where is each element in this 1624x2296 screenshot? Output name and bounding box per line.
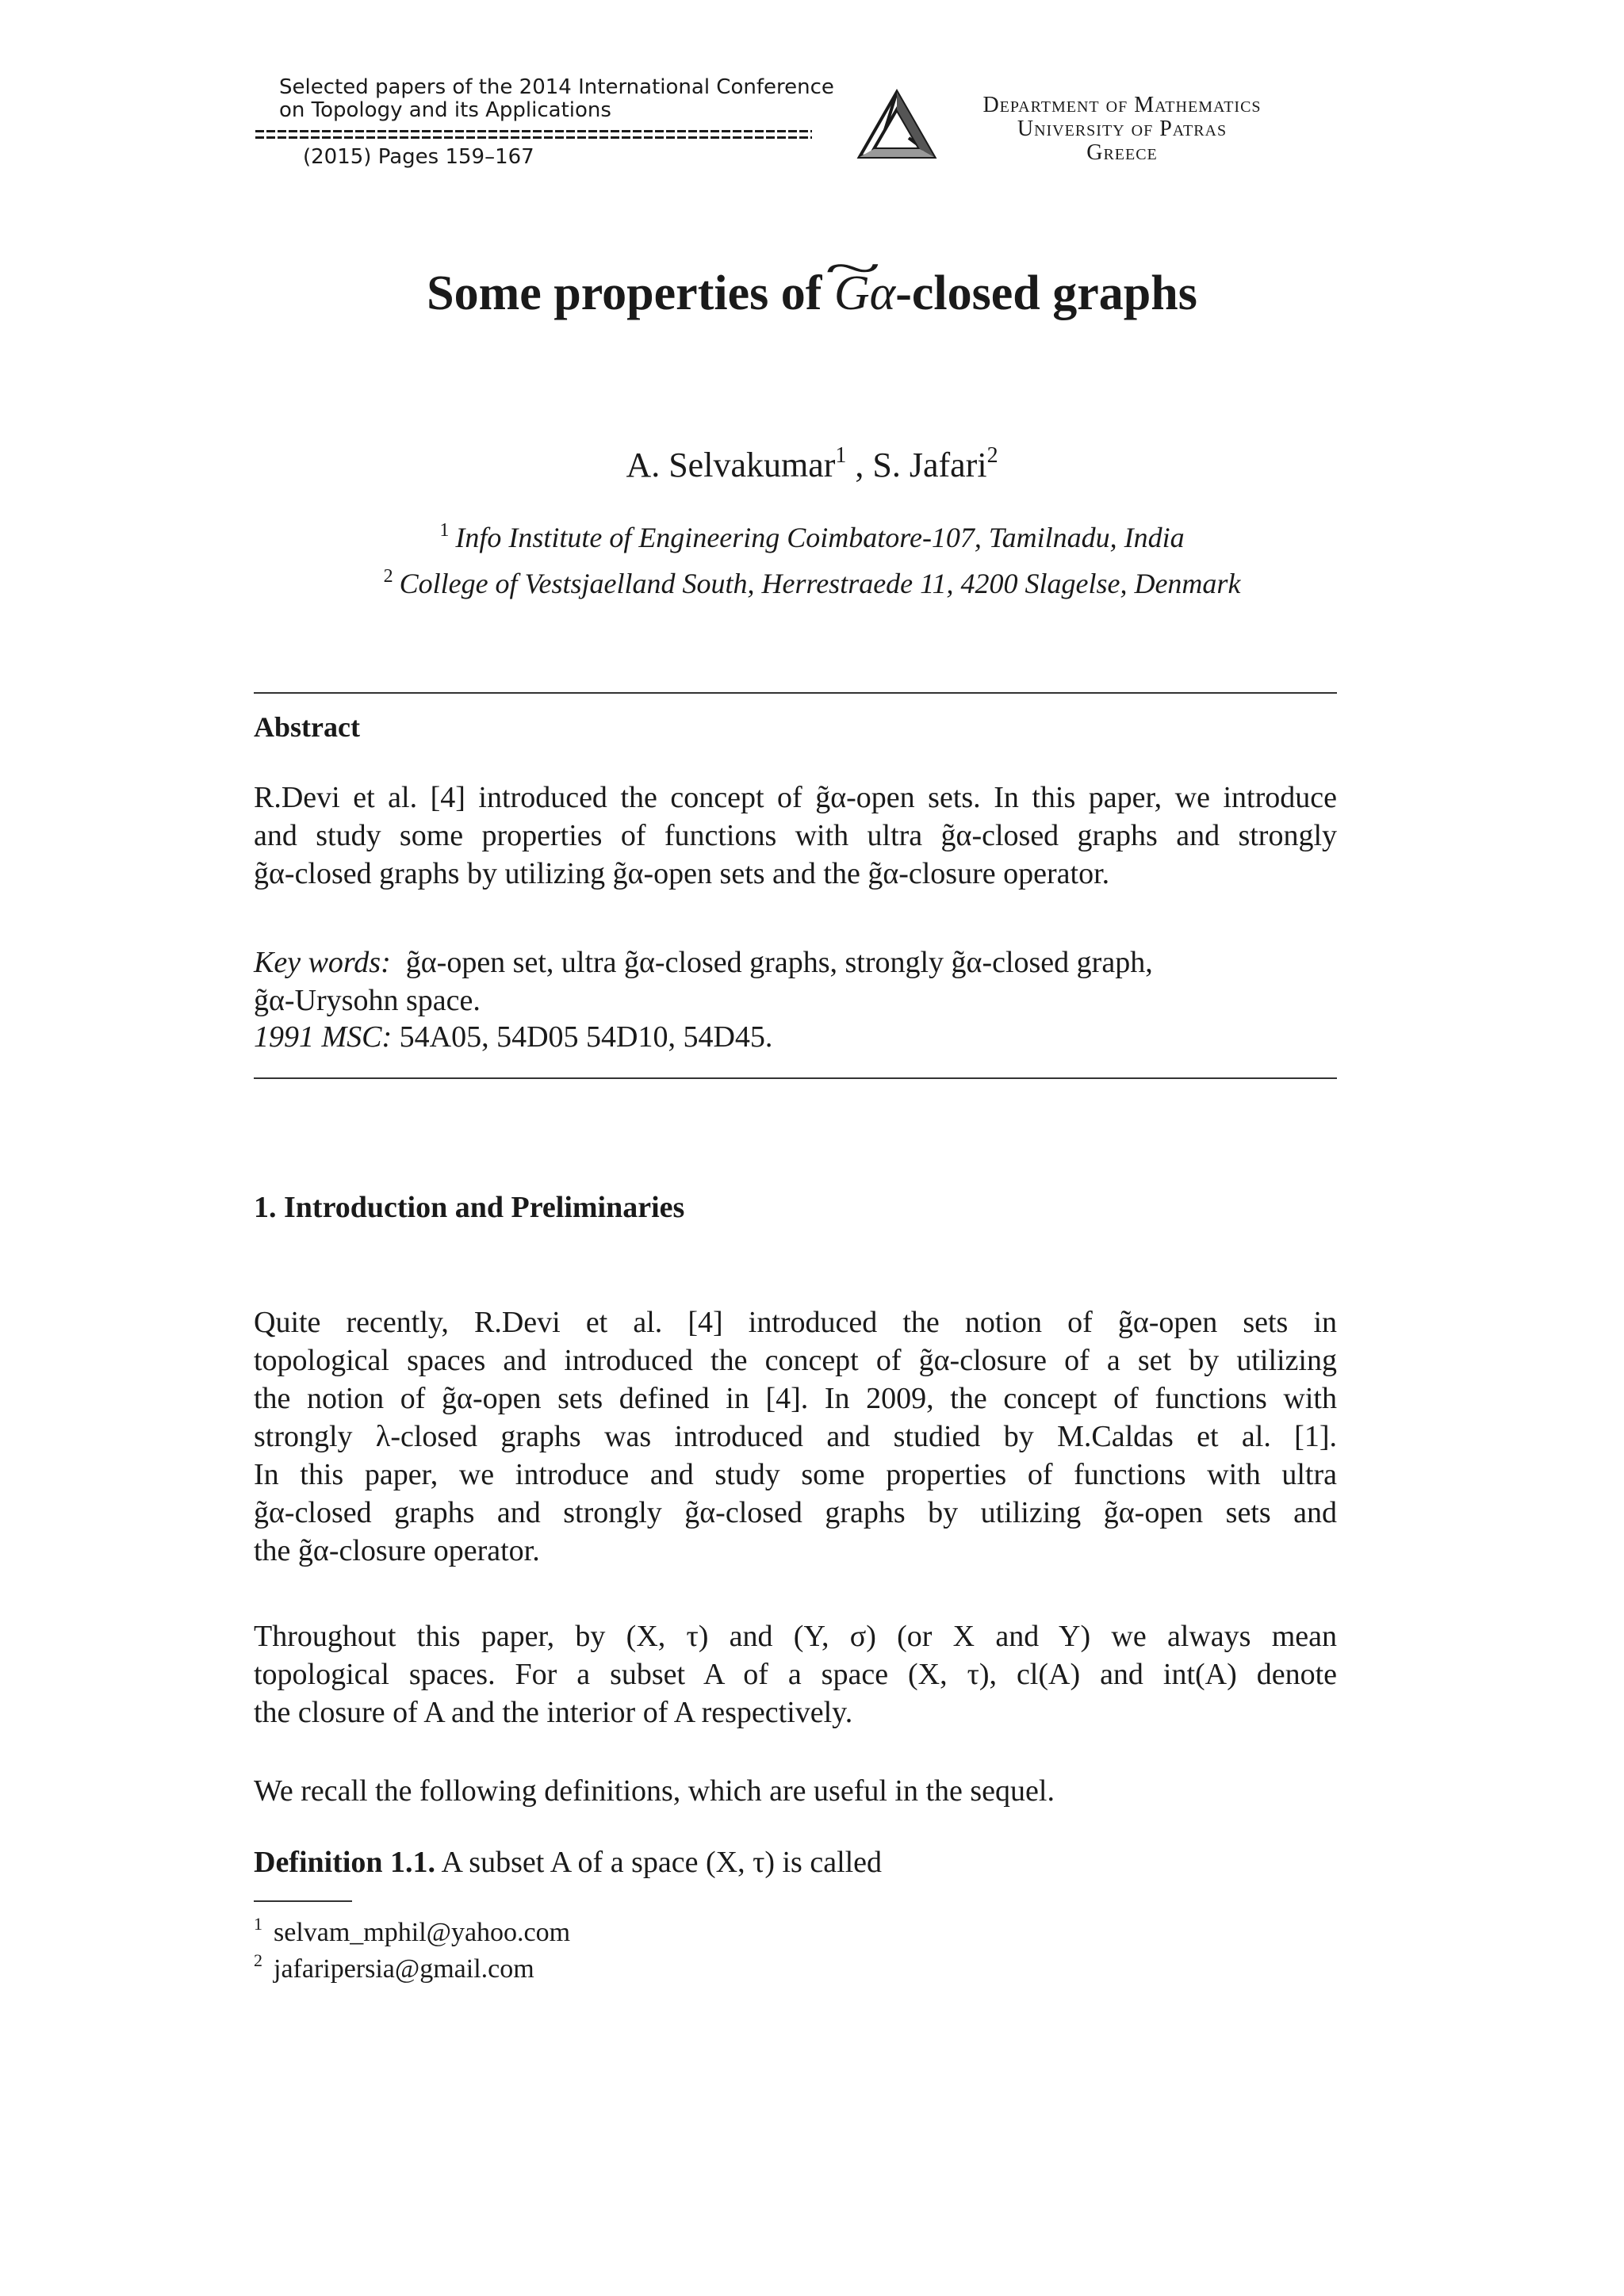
author-line	[0, 432, 1624, 489]
definition-line	[254, 1843, 1337, 1881]
definition-text: A subset A of a space (X, τ) is called	[435, 1846, 883, 1879]
affiliation-1-mark: 1	[439, 520, 450, 541]
paragraph-line: strongly λ-closed graphs was introduced and studied by M.Caldas et al. [1].	[254, 1420, 1337, 1453]
footnote-2-email: jafaripersia@gmail.com	[274, 1954, 534, 1984]
abstract-body	[254, 779, 1337, 893]
paragraph-line: Throughout this paper, by (X, τ) and (Y, σ) (or X and Y) we always mean	[254, 1620, 1337, 1653]
msc-line	[254, 1018, 1337, 1054]
abstract-line: R.Devi et al. [4] introduced the concept of g̃α-open sets. In this paper, we introduce	[254, 781, 1337, 814]
intro-paragraph-1	[254, 1303, 1337, 1570]
title-symbol-base: ~ G	[834, 262, 870, 325]
author-1: A. Selvakumar	[626, 446, 836, 484]
department-line-1: Department of Mathematics	[982, 93, 1262, 117]
affiliation-2	[0, 558, 1624, 602]
paragraph-line: topological spaces and introduced the concept of g̃α-closure of a set by utilizing	[254, 1344, 1337, 1377]
department-line-2: University of Patras	[1017, 117, 1228, 141]
author-separator: ,	[846, 446, 873, 484]
affiliation-2-mark: 2	[383, 566, 393, 587]
penrose-triangle-icon	[856, 89, 937, 162]
abstract-line: and study some properties of functions with ultra g̃α-closed graphs and strongly	[254, 819, 1337, 852]
author-2-mark: 2	[986, 443, 998, 468]
section-heading: 1. Introduction and Preliminaries	[254, 1191, 685, 1224]
title-prefix: Some properties of	[427, 266, 834, 320]
keywords-label: Key words:	[254, 946, 391, 979]
abstract-heading: Abstract	[254, 711, 360, 743]
title-symbol-greek: α	[869, 266, 896, 320]
paragraph-line: the notion of g̃α-open sets defined in [4]. In 2009, the concept of functions with	[254, 1382, 1337, 1415]
paragraph-line: We recall the following definitions, which are useful in the sequel.	[254, 1774, 1055, 1808]
title-symbol	[834, 266, 895, 320]
affiliation-1-text: Info Institute of Engineering Coimbatore-107, Tamilnadu, India	[455, 522, 1185, 553]
definition-1-1	[254, 1843, 1337, 1881]
conference-line-2: on Topology and its Applications	[279, 98, 611, 122]
paragraph-line: Quite recently, R.Devi et al. [4] introduced the notion of g̃α-open sets in	[254, 1306, 1337, 1339]
affiliation-1	[0, 512, 1624, 556]
intro-paragraph-2	[254, 1617, 1337, 1732]
title-suffix: -closed graphs	[895, 266, 1197, 320]
author-1-mark: 1	[835, 443, 847, 468]
footnote-1-email: selvam_mphil@yahoo.com	[274, 1918, 571, 1947]
msc-label: 1991 MSC:	[254, 1020, 393, 1054]
conference-line-1: Selected papers of the 2014 International Conference	[279, 75, 834, 99]
paragraph-line: the g̃α-closure operator.	[254, 1534, 540, 1567]
definition-label: Definition 1.1.	[254, 1846, 436, 1879]
keywords-block	[254, 943, 1337, 1054]
pages-range: (2015) Pages 159–167	[303, 145, 534, 169]
affiliation-2-text: College of Vestsjaelland South, Herrestraede 11, 4200 Slagelse, Denmark	[399, 568, 1241, 599]
abstract-line: g̃α-closed graphs by utilizing g̃α-open sets and the g̃α-closure operator.	[254, 857, 1110, 890]
paragraph-line: g̃α-closed graphs and strongly g̃α-closed graphs by utilizing g̃α-open sets and	[254, 1496, 1337, 1529]
paper-title	[0, 262, 1624, 325]
paragraph-line: In this paper, we introduce and study some properties of functions with ultra	[254, 1458, 1337, 1491]
footnote-rule	[254, 1900, 352, 1902]
keywords-list-1: g̃α-open set, ultra g̃α-closed graphs, strongly g̃α-closed graph,	[405, 946, 1153, 979]
paragraph-line: the closure of A and the interior of A respectively.	[254, 1696, 853, 1729]
footnote-1-mark: 1	[254, 1914, 262, 1934]
abstract-bottom-rule	[254, 1077, 1337, 1079]
keywords-list-2: g̃α-Urysohn space.	[254, 984, 481, 1017]
header-dashed-rule	[255, 129, 812, 140]
footnote-2	[254, 1942, 534, 1988]
paragraph-line: topological spaces. For a subset A of a space (X, τ), cl(A) and int(A) denote	[254, 1658, 1337, 1691]
author-2: S. Jafari	[872, 446, 987, 484]
department-line-3: Greece	[1086, 140, 1158, 165]
abstract-top-rule	[254, 692, 1337, 694]
keywords-line-1	[254, 943, 1337, 982]
intro-paragraph-3	[254, 1772, 1337, 1810]
msc-value: 54A05, 54D05 54D10, 54D45.	[399, 1020, 773, 1054]
department-block	[944, 94, 1300, 165]
footnote-2-mark: 2	[254, 1950, 262, 1970]
